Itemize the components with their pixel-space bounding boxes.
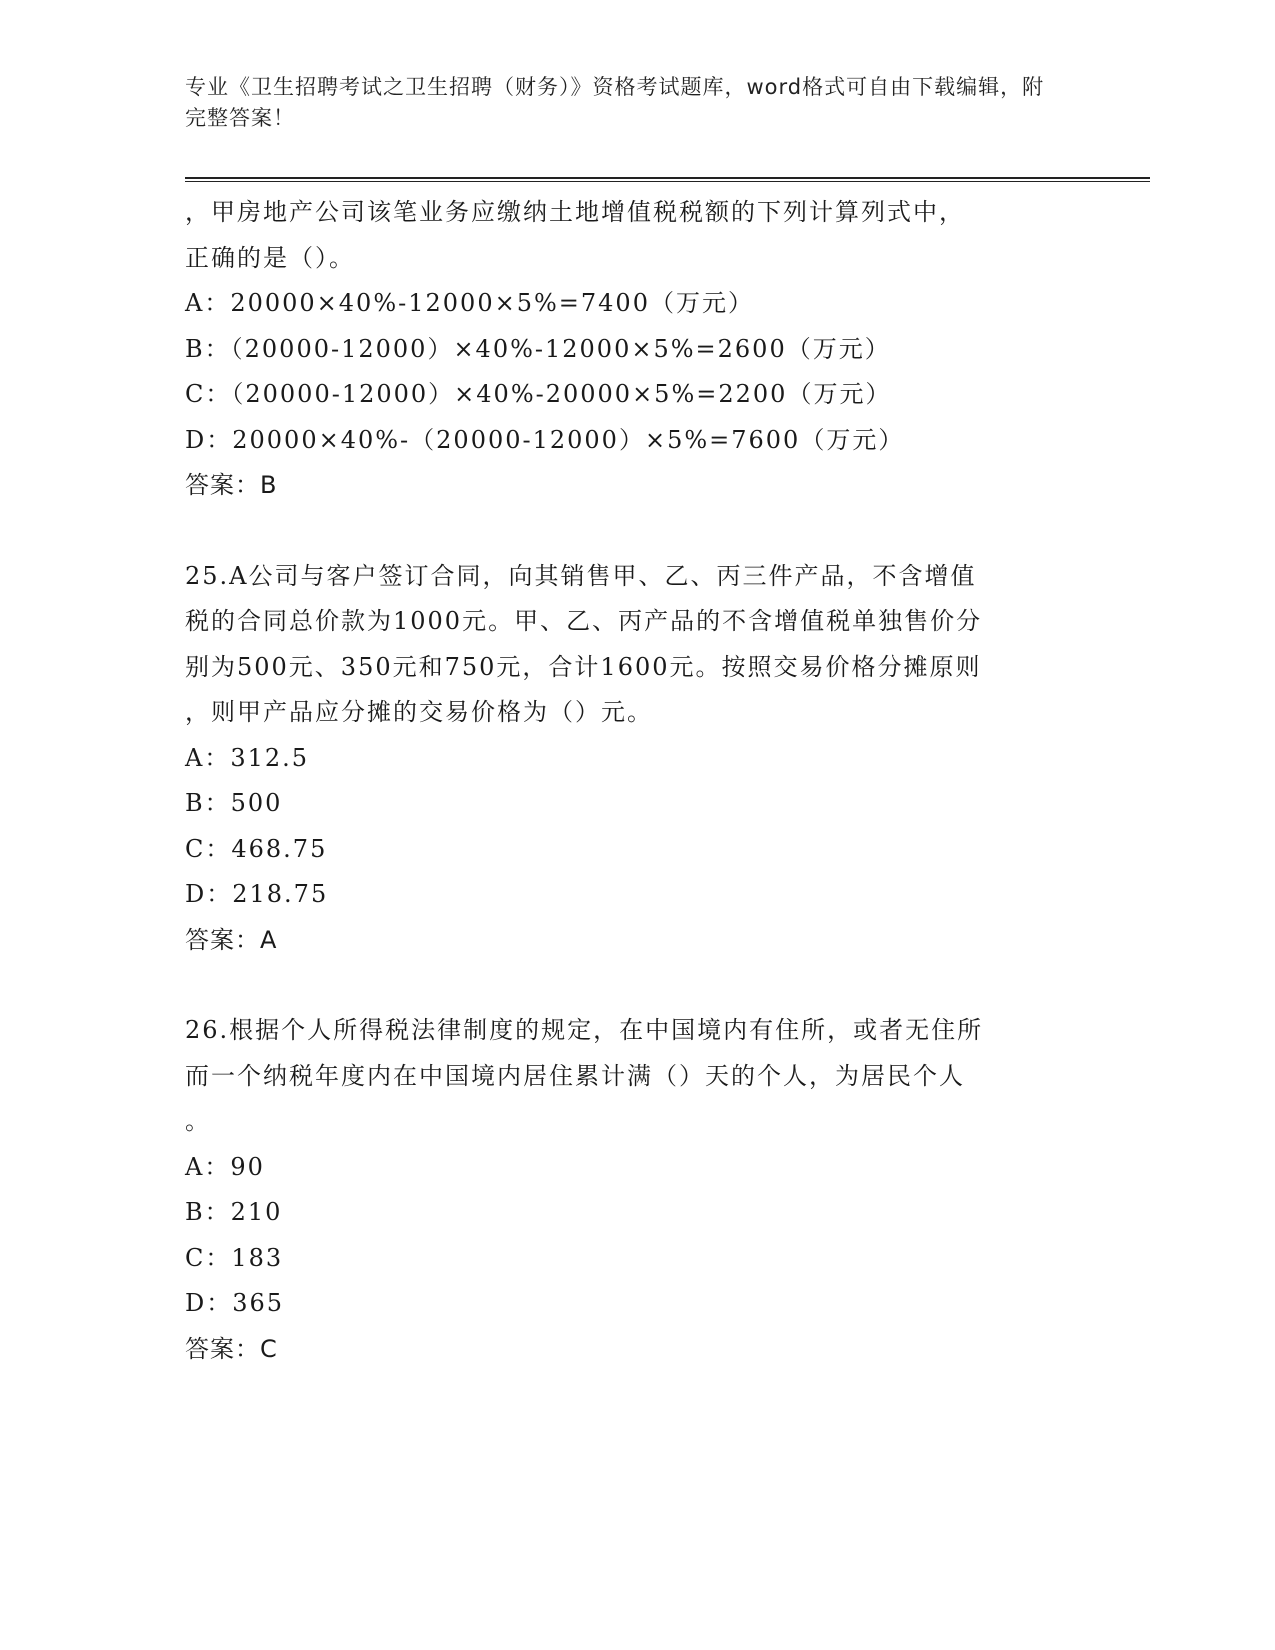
option-d: D：20000×40%-（20000-12000）×5%=7600（万元） (185, 425, 905, 454)
option-d: D：365 (185, 1289, 285, 1317)
spacer (185, 963, 1085, 1008)
question-text-line: ，则甲产品应分摊的交易价格为（）元。 (185, 698, 653, 726)
header-divider (185, 177, 1150, 182)
question-text-line: 而一个纳税年度内在中国境内居住累计满（）天的个人，为居民个人 (185, 1061, 965, 1090)
question-text-line: 25.A公司与客户签订合同，向其销售甲、乙、丙三件产品，不含增值 (185, 561, 977, 590)
option-b: B：500 (185, 789, 283, 817)
question-26 (185, 1008, 1085, 1372)
question-list (185, 190, 1085, 1372)
option-c: C：468.75 (185, 834, 328, 863)
option-b: B：210 (185, 1198, 283, 1226)
question-text-line: 税的合同总价款为1000元。甲、乙、丙产品的不含增值税单独售价分 (185, 607, 983, 635)
question-text-line: 正确的是（）。 (185, 243, 355, 272)
option-c: C：（20000-12000）×40%-20000×5%=2200（万元） (185, 380, 892, 408)
option-b: B：（20000-12000）×40%-12000×5%=2600（万元） (185, 334, 891, 363)
question-24 (185, 190, 1085, 509)
answer-line: 答案：B (185, 471, 278, 499)
option-d: D：218.75 (185, 880, 329, 908)
option-a: A：90 (185, 1152, 265, 1181)
question-text-line: ，甲房地产公司该笔业务应缴纳土地增值税税额的下列计算列式中， (185, 198, 965, 226)
document-header: 专业《卫生招聘考试之卫生招聘（财务）》资格考试题库，word格式可自由下载编辑，附完整答案！ (185, 75, 1045, 130)
option-c: C：183 (185, 1243, 284, 1272)
question-text-line: 。 (185, 1107, 211, 1135)
option-a: A：312.5 (185, 743, 310, 772)
spacer (185, 509, 1085, 554)
question-text-line: 别为500元、350元和750元，合计1600元。按照交易价格分摊原则 (185, 652, 982, 681)
option-a: A：20000×40%-12000×5%=7400（万元） (185, 289, 754, 317)
answer-line: 答案：C (185, 1334, 278, 1363)
question-25 (185, 554, 1085, 964)
answer-line: 答案：A (185, 925, 278, 954)
question-text-line: 26.根据个人所得税法律制度的规定，在中国境内有住所，或者无住所 (185, 1016, 984, 1044)
